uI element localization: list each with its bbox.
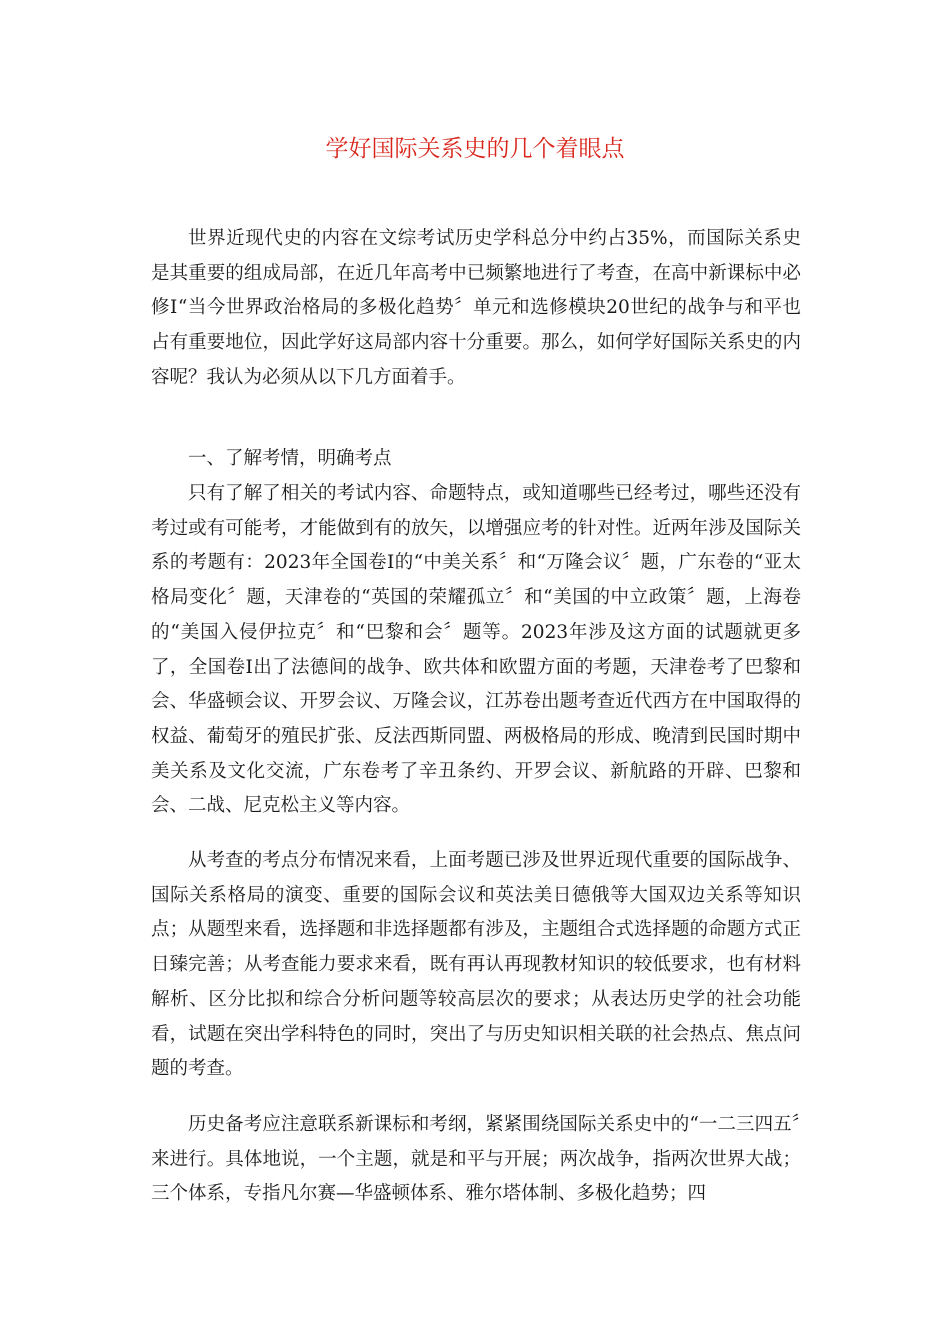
section-heading-block: [151, 442, 801, 477]
body-paragraph-2: 从考查的考点分布情况来看，上面考题已涉及世界近现代重要的国际战争、国际关系格局的演变、重要的国际会议和英法美日德俄等大国双边关系等知识点；从题型来看，选择题和非选择题都有涉及，主题组合式选择题的命题方式正日臻完善；从考查能力要求来看，既有再认再现教材知识的较低要求，也有材料解析、区分比拟和综合分析问题等较高层次的要求；从表达历史学的社会功能看，试题在突出学科特色的同时，突出了与历史知识相关联的社会热点、焦点问题的考查。: [151, 850, 801, 1080]
body-paragraph-block-2: [151, 844, 801, 1087]
intro-paragraph-block: [151, 222, 801, 396]
body-paragraph-3: 历史备考应注意联系新课标和考纲，紧紧围绕国际关系史中的“一二三四五〞来进行。具体地说，一个主题，就是和平与开展；两次战争，指两次世界大战；三个体系，专指凡尔赛—华盛顿体系、雅尔塔体制、多极化趋势；四: [151, 1114, 801, 1205]
section-heading-1: 一、了解考情，明确考点: [188, 448, 392, 469]
body-paragraph-block-1: [151, 477, 801, 824]
body-paragraph-1: 只有了解了相关的考试内容、命题特点，或知道哪些已经考过，哪些还没有考过或有可能考，才能做到有的放矢，以增强应考的针对性。近两年涉及国际关系的考题有：2023年全国卷Ⅰ的“中美关系〞和“万隆会议〞题，广东卷的“亚太格局变化〞题，天津卷的“英国的荣耀孤立〞和“美国的中立政策〞题，上海卷的“美国入侵伊拉克〞和“巴黎和会〞题等。2023年涉及这方面的试题就更多了，全国卷Ⅰ出了法德间的战争、欧共体和欧盟方面的考题，天津卷考了巴黎和会、华盛顿会议、开罗会议、万隆会议，江苏卷出题考查近代西方在中国取得的权益、葡萄牙的殖民扩张、反法西斯同盟、两极格局的形成、晚清到民国时期中美关系及文化交流，广东卷考了辛丑条约、开罗会议、新航路的开辟、巴黎和会、二战、尼克松主义等内容。: [151, 483, 801, 817]
body-paragraph-block-3: [151, 1108, 801, 1212]
intro-paragraph: 世界近现代史的内容在文综考试历史学科总分中约占35%，而国际关系史是其重要的组成局部，在近几年高考中已频繁地进行了考查，在高中新课标中必修Ⅰ“当今世界政治格局的多极化趋势〞单元和选修模块20世纪的战争与和平也占有重要地位，因此学好这局部内容十分重要。那么，如何学好国际关系史的内容呢？我认为必须从以下几方面着手。: [151, 228, 801, 388]
document-title: 学好国际关系史的几个着眼点: [325, 136, 625, 162]
